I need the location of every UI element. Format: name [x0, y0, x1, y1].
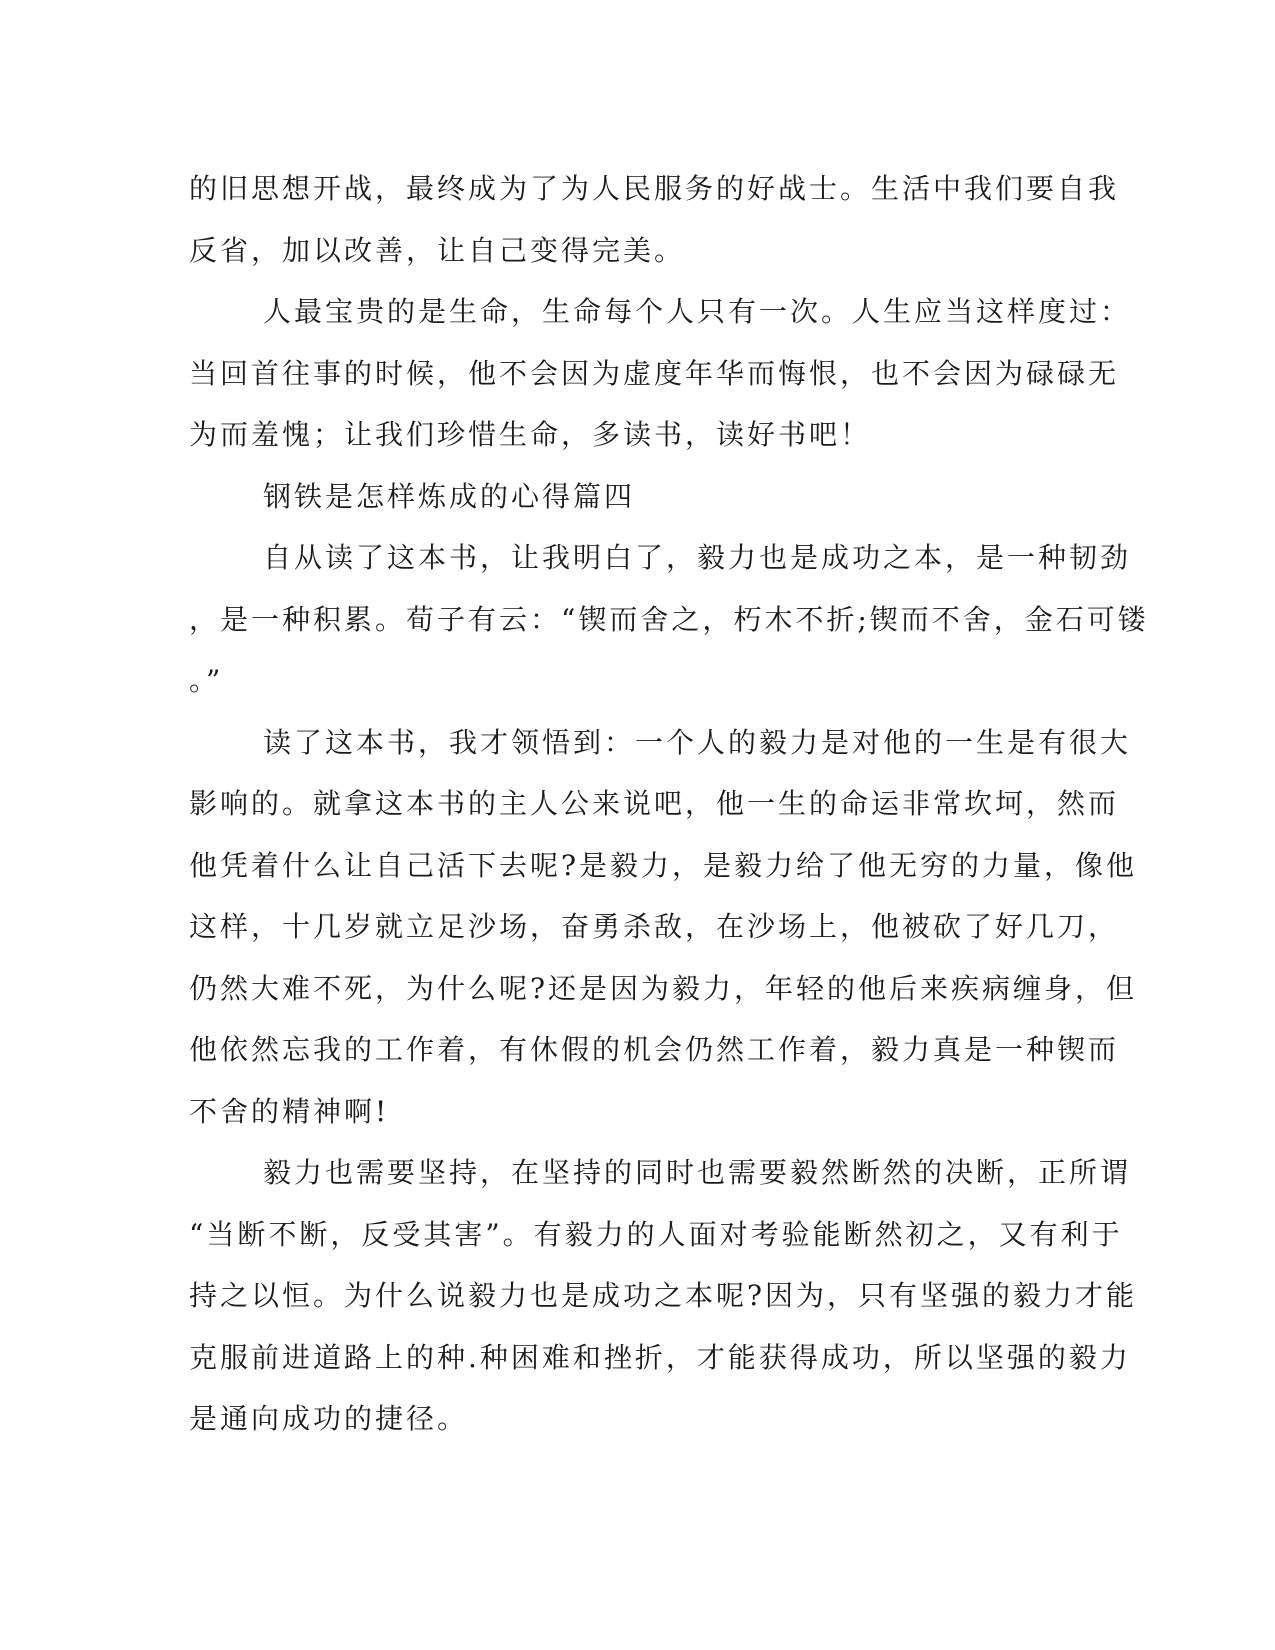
text-line: 人最宝贵的是生命，生命每个人只有一次。人生应当这样度过： [263, 295, 1132, 328]
text-line: 自从读了这本书，让我明白了，毅力也是成功之本，是一种韧劲 [263, 541, 1132, 574]
text-line: 是通向成功的捷径。 [189, 1402, 469, 1435]
text-line: 当回首往事的时候，他不会因为虚度年华而悔恨，也不会因为碌碌无 [189, 356, 1120, 390]
text-line: 他凭着什么让自己活下去呢?是毅力，是毅力给了他无穷的力量，像他 [189, 848, 1138, 882]
text-line: 。” [189, 664, 224, 697]
text-line: 影响的。就拿这本书的主人公来说吧，他一生的命运非常坎坷，然而 [189, 787, 1120, 820]
section-heading: 钢铁是怎样炼成的心得篇四 [263, 479, 636, 513]
text-line: 的旧思想开战，最终成为了为人民服务的好战士。生活中我们要自我 [189, 172, 1120, 205]
document-body [189, 158, 1149, 1450]
text-line: 他依然忘我的工作着，有休假的机会仍然工作着，毅力真是一种锲而 [189, 1033, 1120, 1066]
text-line: 仍然大难不死，为什么呢?还是因为毅力，年轻的他后来疾病缠身，但 [189, 971, 1138, 1005]
text-line: ，是一种积累。荀子有云：“锲而舍之，朽木不折;锲而不舍，金石可镂 [189, 602, 1149, 636]
text-line: 这样，十几岁就立足沙场，奋勇杀敌，在沙场上，他被砍了好几刀， [189, 910, 1120, 943]
text-line: “当断不断，反受其害”。有毅力的人面对考验能断然初之，又有利于 [189, 1217, 1123, 1251]
text-line: 反省，加以改善，让自己变得完美。 [189, 233, 686, 267]
text-line: 为而羞愧；让我们珍惜生命，多读书，读好书吧！ [189, 418, 872, 451]
text-line: 毅力也需要坚持，在坚持的同时也需要毅然断然的决断，正所谓 [263, 1156, 1132, 1189]
text-line: 不舍的精神啊! [189, 1094, 390, 1128]
text-line: 读了这本书，我才领悟到：一个人的毅力是对他的一生是有很大 [263, 725, 1132, 759]
text-line: 克服前进道路上的种.种困难和挫折，才能获得成功，所以坚强的毅力 [189, 1340, 1131, 1374]
text-line: 持之以恒。为什么说毅力也是成功之本呢?因为，只有坚强的毅力才能 [189, 1279, 1138, 1312]
